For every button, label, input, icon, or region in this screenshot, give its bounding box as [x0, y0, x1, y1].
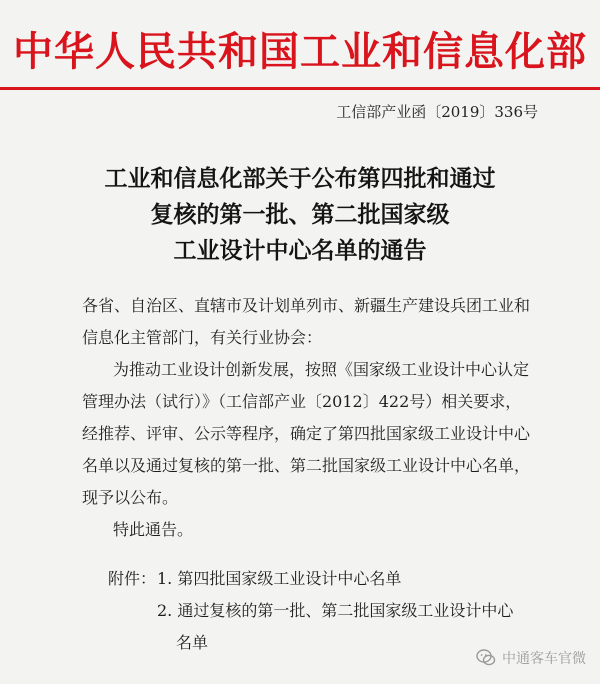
attachment-item-2-continued: 名单 [176, 633, 209, 652]
attachment-item-2: 2. 通过复核的第一批、第二批国家级工业设计中心 [157, 601, 514, 620]
attachments-label: 附件： [108, 569, 157, 588]
addressee-line-1: 各省、自治区、直辖市及计划单列市、新疆生产建设兵团工业和 [82, 296, 531, 315]
notice-title-line-1: 工业和信息化部关于公布第四批和通过 [104, 165, 496, 192]
red-divider-rule [0, 87, 600, 90]
notice-title-line-3: 工业设计中心名单的通告 [173, 237, 427, 264]
issuer-header-title: 中华人民共和国工业和信息化部 [13, 29, 587, 75]
closing-statement: 特此通告。 [113, 520, 194, 539]
body-paragraph-line-2: 管理办法（试行）》（工信部产业〔2012〕422号）相关要求， [82, 392, 522, 411]
document-number: 工信部产业函〔2019〕336号 [336, 103, 538, 121]
watermark-text: 中通客车官微 [502, 651, 586, 667]
body-paragraph-line-4: 名单以及通过复核的第一批、第二批国家级工业设计中心名单， [82, 456, 531, 475]
body-paragraph-line-3: 经推荐、评审、公示等程序，确定了第四批国家级工业设计中心 [82, 424, 531, 443]
account-watermark [476, 648, 586, 668]
attachment-item-1: 1. 第四批国家级工业设计中心名单 [157, 569, 402, 588]
wechat-icon [476, 649, 496, 667]
body-paragraph-line-1: 为推动工业设计创新发展，按照《国家级工业设计中心认定 [113, 360, 530, 379]
notice-title-line-2: 复核的第一批、第二批国家级 [150, 201, 450, 228]
body-paragraph-line-5: 现予以公布。 [82, 488, 179, 507]
addressee-line-2: 信息化主管部门，有关行业协会： [82, 328, 323, 347]
